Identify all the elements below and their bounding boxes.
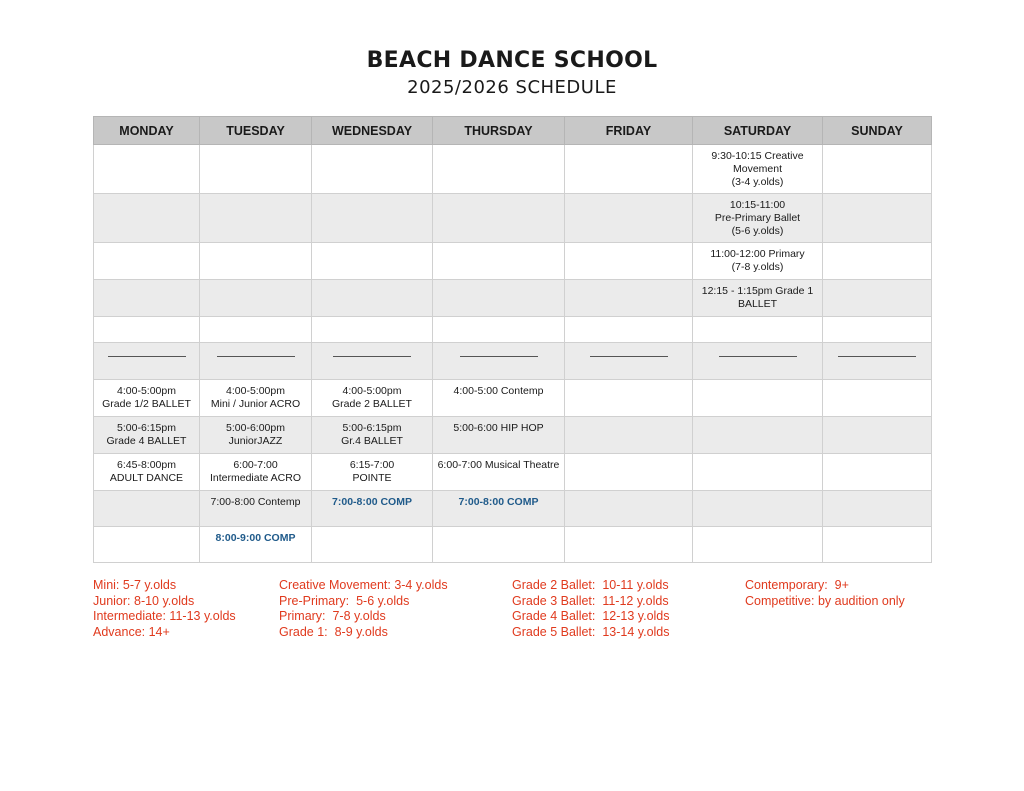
schedule-cell-tuesday — [200, 417, 312, 454]
schedule-cell-monday — [94, 243, 200, 280]
schedule-cell-thursday — [433, 145, 565, 194]
schedule-row — [94, 280, 932, 317]
legend-item: Grade 1: 8-9 y.olds — [279, 624, 388, 639]
class-entry-line: Pre-Primary Ballet — [714, 212, 801, 224]
schedule-cell-tuesday — [200, 454, 312, 491]
schedule-cell-monday — [94, 145, 200, 194]
class-entry-line: 9:30-10:15 Creative — [711, 150, 804, 162]
schedule-cell-sunday — [823, 527, 932, 563]
schedule-cell-sunday — [823, 317, 932, 343]
separator-line — [108, 356, 186, 357]
day-header-thursday: THURSDAY — [433, 117, 565, 145]
schedule-cell-friday — [565, 527, 693, 563]
schedule-cell-saturday — [693, 145, 823, 194]
schedule-cell-monday — [94, 380, 200, 417]
schedule-cell-sunday — [823, 280, 932, 317]
schedule-cell-friday — [565, 145, 693, 194]
legend-item: Grade 2 Ballet: 10-11 y.olds — [512, 578, 669, 592]
schedule-cell-wednesday — [312, 491, 433, 527]
schedule-cell-tuesday — [200, 280, 312, 317]
schedule-cell-sunday — [823, 243, 932, 280]
schedule-cell-friday — [565, 454, 693, 491]
schedule-cell-friday — [565, 343, 693, 380]
schedule-cell-thursday — [433, 527, 565, 563]
school-title: BEACH DANCE SCHOOL — [366, 48, 658, 73]
schedule-cell-thursday — [433, 194, 565, 243]
class-entry-line: 12:15 - 1:15pm Grade 1 — [701, 285, 814, 297]
schedule-cell-saturday — [693, 280, 823, 317]
class-entry-line: 5:00-6:15pm — [342, 422, 402, 434]
schedule-cell-tuesday — [200, 243, 312, 280]
legend-item: Grade 4 Ballet: 12-13 y.olds — [512, 609, 670, 623]
class-entry-line: POINTE — [352, 472, 392, 484]
schedule-cell-tuesday — [200, 527, 312, 563]
schedule-cell-tuesday — [200, 491, 312, 527]
schedule-cell-saturday — [693, 380, 823, 417]
day-header-friday: FRIDAY — [565, 117, 693, 145]
legend-item: Pre-Primary: 5-6 y.olds — [279, 593, 410, 608]
legend-item: Junior: 8-10 y.olds — [93, 593, 195, 608]
separator-line — [719, 356, 797, 357]
separator-line — [460, 356, 538, 357]
separator-line — [333, 356, 411, 357]
class-entry-line: Movement — [732, 163, 783, 175]
schedule-cell-friday — [565, 243, 693, 280]
class-entry-line: 10:15-11:00 — [729, 199, 786, 211]
class-entry-line: Grade 4 BALLET — [106, 435, 187, 447]
legend-other — [745, 578, 905, 609]
schedule-cell-saturday — [693, 527, 823, 563]
schedule-subtitle: 2025/2026 SCHEDULE — [407, 77, 617, 98]
schedule-cell-friday — [565, 417, 693, 454]
schedule-row — [94, 317, 932, 343]
separator-line — [590, 356, 668, 357]
schedule-row — [94, 454, 932, 491]
schedule-row — [94, 380, 932, 417]
legend-item: Mini: 5-7 y.olds — [93, 578, 177, 592]
schedule-row — [94, 145, 932, 194]
schedule-cell-thursday — [433, 343, 565, 380]
schedule-cell-saturday — [693, 343, 823, 380]
class-entry-line: 6:00-7:00 — [233, 459, 278, 471]
class-entry-line: 6:15-7:00 — [349, 459, 395, 471]
schedule-row — [94, 343, 932, 380]
schedule-cell-wednesday — [312, 243, 433, 280]
separator-line — [217, 356, 295, 357]
schedule-cell-friday — [565, 317, 693, 343]
class-entry-line: 4:00-5:00pm — [117, 385, 176, 397]
class-entry-line: ADULT DANCE — [109, 472, 184, 484]
schedule-cell-tuesday — [200, 194, 312, 243]
schedule-cell-monday — [94, 417, 200, 454]
class-entry-line: BALLET — [737, 298, 778, 310]
schedule-cell-wednesday — [312, 317, 433, 343]
schedule-table — [93, 116, 932, 563]
schedule-row — [94, 194, 932, 243]
schedule-cell-wednesday — [312, 343, 433, 380]
schedule-cell-saturday — [693, 491, 823, 527]
schedule-cell-wednesday — [312, 380, 433, 417]
class-entry-line: Intermediate ACRO — [209, 472, 302, 484]
class-entry-line: (7-8 y.olds) — [731, 261, 784, 273]
schedule-cell-wednesday — [312, 417, 433, 454]
schedule-cell-thursday — [433, 243, 565, 280]
class-entry-line: Gr.4 BALLET — [341, 435, 403, 447]
schedule-cell-wednesday — [312, 454, 433, 491]
schedule-cell-thursday — [433, 380, 565, 417]
schedule-row — [94, 527, 932, 563]
schedule-cell-saturday — [693, 243, 823, 280]
schedule-cell-wednesday — [312, 145, 433, 194]
schedule-cell-sunday — [823, 343, 932, 380]
schedule-cell-monday — [94, 527, 200, 563]
schedule-cell-friday — [565, 380, 693, 417]
schedule-cell-wednesday — [312, 194, 433, 243]
schedule-cell-thursday — [433, 280, 565, 317]
class-entry-line: 4:00-5:00pm — [226, 385, 285, 397]
class-entry-line: JuniorJAZZ — [228, 435, 283, 447]
schedule-cell-tuesday — [200, 343, 312, 380]
legend-item: Creative Movement: 3-4 y.olds — [279, 578, 448, 592]
schedule-cell-monday — [94, 454, 200, 491]
day-header-tuesday: TUESDAY — [200, 117, 312, 145]
schedule-cell-tuesday — [200, 145, 312, 194]
day-header-monday: MONDAY — [94, 117, 200, 145]
schedule-cell-tuesday — [200, 317, 312, 343]
schedule-cell-thursday — [433, 417, 565, 454]
schedule-cell-thursday — [433, 317, 565, 343]
class-entry-line: 7:00-8:00 COMP — [458, 496, 539, 508]
schedule-cell-friday — [565, 194, 693, 243]
legend-item: Competitive: by audition only — [745, 593, 905, 608]
legend-ballet-grades — [512, 578, 670, 640]
day-header-saturday: SATURDAY — [693, 117, 823, 145]
schedule-cell-tuesday — [200, 380, 312, 417]
legend-levels — [93, 578, 236, 640]
schedule-cell-monday — [94, 343, 200, 380]
schedule-row — [94, 417, 932, 454]
class-entry-line: Mini / Junior ACRO — [210, 398, 301, 410]
class-entry-line: 4:00-5:00 Contemp — [453, 385, 544, 397]
legend-early-grades — [279, 578, 448, 640]
class-entry-line: 6:45-8:00pm — [117, 459, 176, 471]
class-entry-line: Grade 1/2 BALLET — [102, 398, 191, 410]
schedule-cell-monday — [94, 194, 200, 243]
class-entry-line: 4:00-5:00pm — [342, 385, 402, 397]
class-entry-line: 8:00-9:00 COMP — [215, 532, 296, 544]
class-entry-line: 7:00-8:00 COMP — [332, 496, 412, 508]
schedule-body — [94, 145, 932, 563]
day-header-sunday: SUNDAY — [823, 117, 932, 145]
schedule-cell-thursday — [433, 454, 565, 491]
schedule-cell-monday — [94, 317, 200, 343]
schedule-cell-saturday — [693, 194, 823, 243]
schedule-cell-wednesday — [312, 527, 433, 563]
legend-item: Intermediate: 11-13 y.olds — [93, 609, 236, 623]
schedule-cell-sunday — [823, 454, 932, 491]
schedule-cell-thursday — [433, 491, 565, 527]
schedule-cell-sunday — [823, 194, 932, 243]
schedule-row — [94, 243, 932, 280]
separator-line — [838, 356, 916, 357]
class-entry-line: (5-6 y.olds) — [731, 225, 784, 237]
schedule-cell-monday — [94, 280, 200, 317]
day-header-wednesday: WEDNESDAY — [312, 117, 433, 145]
schedule-cell-saturday — [693, 417, 823, 454]
class-entry-line: 5:00-6:00 HIP HOP — [453, 422, 544, 434]
schedule-cell-wednesday — [312, 280, 433, 317]
schedule-cell-monday — [94, 491, 200, 527]
legend-item: Advance: 14+ — [93, 624, 170, 639]
class-entry-line: 5:00-6:15pm — [117, 422, 176, 434]
schedule-cell-sunday — [823, 491, 932, 527]
schedule-cell-friday — [565, 280, 693, 317]
schedule-cell-friday — [565, 491, 693, 527]
schedule-cell-saturday — [693, 454, 823, 491]
class-entry-line: 6:00-7:00 Musical Theatre — [437, 459, 560, 471]
legend-item: Grade 5 Ballet: 13-14 y.olds — [512, 624, 670, 639]
schedule-cell-sunday — [823, 380, 932, 417]
day-header-row — [94, 117, 932, 145]
legend-item: Contemporary: 9+ — [745, 578, 849, 592]
schedule-cell-saturday — [693, 317, 823, 343]
legend-item: Primary: 7-8 y.olds — [279, 609, 386, 623]
class-entry-line: 5:00-6:00pm — [226, 422, 285, 434]
class-entry-line: 11:00-12:00 Primary — [710, 248, 805, 260]
schedule-cell-sunday — [823, 145, 932, 194]
legend-item: Grade 3 Ballet: 11-12 y.olds — [512, 593, 669, 608]
class-entry-line: Grade 2 BALLET — [332, 398, 412, 410]
schedule-row — [94, 491, 932, 527]
class-entry-line: 7:00-8:00 Contemp — [210, 496, 301, 508]
schedule-cell-sunday — [823, 417, 932, 454]
class-entry-line: (3-4 y.olds) — [731, 176, 784, 188]
